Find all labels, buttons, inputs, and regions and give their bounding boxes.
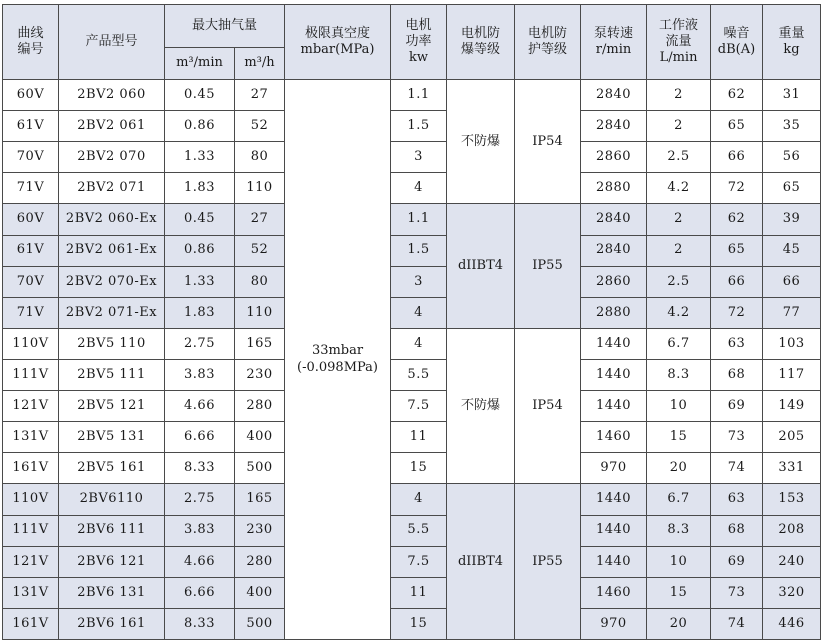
cell-weight: 153 (763, 484, 821, 515)
header-curve-no: 曲线 编号 (3, 5, 59, 80)
cell-flow-h: 400 (235, 422, 285, 453)
cell-curve-no: 161V (3, 608, 59, 639)
cell-model: 2BV5 131 (59, 422, 165, 453)
cell-flow-h: 80 (235, 266, 285, 297)
table-row (3, 235, 821, 266)
cell-flow-min: 3.83 (165, 515, 235, 546)
cell-liquid-flow: 20 (647, 608, 711, 639)
header-power: 电机 功率 kw (391, 5, 447, 80)
cell-flow-h: 27 (235, 204, 285, 235)
table-row (3, 422, 821, 453)
cell-curve-no: 110V (3, 328, 59, 359)
cell-liquid-flow: 6.7 (647, 484, 711, 515)
table-header (3, 5, 821, 80)
cell-power: 5.5 (391, 515, 447, 546)
cell-flow-min: 6.66 (165, 577, 235, 608)
cell-curve-no: 161V (3, 453, 59, 484)
cell-model: 2BV2 060-Ex (59, 204, 165, 235)
cell-flow-min: 4.66 (165, 391, 235, 422)
cell-speed: 2880 (581, 173, 647, 204)
cell-liquid-flow: 15 (647, 422, 711, 453)
cell-noise: 74 (711, 608, 763, 639)
cell-liquid-flow: 2.5 (647, 266, 711, 297)
cell-curve-no: 131V (3, 577, 59, 608)
cell-speed: 970 (581, 453, 647, 484)
table-row (3, 546, 821, 577)
cell-speed: 2860 (581, 266, 647, 297)
cell-weight: 117 (763, 359, 821, 390)
cell-flow-h: 52 (235, 111, 285, 142)
cell-flow-min: 6.66 (165, 422, 235, 453)
cell-weight: 66 (763, 266, 821, 297)
cell-liquid-flow: 4.2 (647, 297, 711, 328)
cell-flow-h: 230 (235, 359, 285, 390)
table-row (3, 266, 821, 297)
cell-model: 2BV6 131 (59, 577, 165, 608)
cell-model: 2BV5 161 (59, 453, 165, 484)
table-row (3, 297, 821, 328)
cell-weight: 35 (763, 111, 821, 142)
cell-flow-h: 27 (235, 80, 285, 111)
cell-speed: 2840 (581, 204, 647, 235)
cell-noise: 65 (711, 111, 763, 142)
cell-weight: 103 (763, 328, 821, 359)
cell-curve-no: 60V (3, 80, 59, 111)
cell-noise: 68 (711, 359, 763, 390)
cell-protection-grade: IP55 (515, 484, 581, 640)
cell-noise: 62 (711, 80, 763, 111)
header-model: 产品型号 (59, 5, 165, 80)
cell-curve-no: 70V (3, 142, 59, 173)
cell-protection-grade: IP55 (515, 204, 581, 328)
cell-noise: 72 (711, 297, 763, 328)
cell-flow-min: 1.83 (165, 173, 235, 204)
header-vacuum: 极限真空度 mbar(MPa) (285, 5, 391, 80)
cell-speed: 2840 (581, 111, 647, 142)
cell-model: 2BV6 111 (59, 515, 165, 546)
cell-flow-min: 0.86 (165, 111, 235, 142)
cell-curve-no: 111V (3, 515, 59, 546)
cell-weight: 320 (763, 577, 821, 608)
cell-weight: 39 (763, 204, 821, 235)
cell-weight: 208 (763, 515, 821, 546)
cell-vacuum: 33mbar (-0.098MPa) (285, 80, 391, 640)
cell-model: 2BV2 060 (59, 80, 165, 111)
cell-power: 7.5 (391, 391, 447, 422)
table-row (3, 204, 821, 235)
cell-liquid-flow: 15 (647, 577, 711, 608)
table-row (3, 328, 821, 359)
cell-power: 15 (391, 453, 447, 484)
cell-flow-min: 8.33 (165, 453, 235, 484)
cell-power: 4 (391, 328, 447, 359)
cell-curve-no: 61V (3, 235, 59, 266)
cell-curve-no: 110V (3, 484, 59, 515)
cell-liquid-flow: 2 (647, 235, 711, 266)
cell-power: 4 (391, 297, 447, 328)
cell-flow-min: 0.86 (165, 235, 235, 266)
cell-model: 2BV2 061 (59, 111, 165, 142)
cell-flow-min: 2.75 (165, 328, 235, 359)
header-flow-unit-min: m³/min (165, 48, 235, 80)
cell-curve-no: 60V (3, 204, 59, 235)
cell-liquid-flow: 2.5 (647, 142, 711, 173)
cell-explosion-grade: dIIBT4 (447, 204, 515, 328)
cell-weight: 205 (763, 422, 821, 453)
cell-speed: 970 (581, 608, 647, 639)
cell-power: 1.5 (391, 235, 447, 266)
cell-power: 3 (391, 142, 447, 173)
cell-flow-h: 280 (235, 391, 285, 422)
header-explosion: 电机防 爆等级 (447, 5, 515, 80)
cell-flow-h: 500 (235, 608, 285, 639)
cell-speed: 1440 (581, 359, 647, 390)
cell-flow-h: 110 (235, 173, 285, 204)
cell-curve-no: 131V (3, 422, 59, 453)
cell-flow-h: 80 (235, 142, 285, 173)
cell-power: 11 (391, 577, 447, 608)
cell-flow-min: 8.33 (165, 608, 235, 639)
cell-speed: 1460 (581, 577, 647, 608)
cell-speed: 2840 (581, 80, 647, 111)
cell-noise: 63 (711, 484, 763, 515)
table-row (3, 111, 821, 142)
cell-liquid-flow: 10 (647, 391, 711, 422)
cell-flow-h: 280 (235, 546, 285, 577)
header-weight: 重量 kg (763, 5, 821, 80)
cell-noise: 69 (711, 391, 763, 422)
cell-curve-no: 61V (3, 111, 59, 142)
cell-flow-min: 0.45 (165, 204, 235, 235)
table-row (3, 577, 821, 608)
cell-weight: 65 (763, 173, 821, 204)
cell-power: 3 (391, 266, 447, 297)
cell-liquid-flow: 2 (647, 80, 711, 111)
cell-speed: 1440 (581, 484, 647, 515)
cell-speed: 2860 (581, 142, 647, 173)
cell-liquid-flow: 2 (647, 204, 711, 235)
cell-weight: 331 (763, 453, 821, 484)
table-row (3, 391, 821, 422)
cell-flow-min: 4.66 (165, 546, 235, 577)
cell-flow-h: 110 (235, 297, 285, 328)
cell-power: 7.5 (391, 546, 447, 577)
cell-flow-h: 165 (235, 484, 285, 515)
header-liquid-flow: 工作液 流量 L/min (647, 5, 711, 80)
table-row (3, 173, 821, 204)
cell-flow-h: 500 (235, 453, 285, 484)
cell-model: 2BV2 071 (59, 173, 165, 204)
cell-liquid-flow: 8.3 (647, 359, 711, 390)
cell-model: 2BV2 070-Ex (59, 266, 165, 297)
table-row (3, 608, 821, 639)
table-row (3, 359, 821, 390)
cell-model: 2BV2 061-Ex (59, 235, 165, 266)
cell-noise: 72 (711, 173, 763, 204)
cell-speed: 1440 (581, 328, 647, 359)
cell-power: 1.1 (391, 80, 447, 111)
cell-noise: 73 (711, 422, 763, 453)
cell-power: 4 (391, 484, 447, 515)
cell-curve-no: 111V (3, 359, 59, 390)
cell-curve-no: 70V (3, 266, 59, 297)
cell-speed: 1440 (581, 546, 647, 577)
cell-noise: 63 (711, 328, 763, 359)
cell-noise: 66 (711, 266, 763, 297)
table-body (3, 80, 821, 640)
cell-curve-no: 121V (3, 546, 59, 577)
cell-noise: 68 (711, 515, 763, 546)
cell-noise: 62 (711, 204, 763, 235)
cell-noise: 69 (711, 546, 763, 577)
cell-power: 5.5 (391, 359, 447, 390)
cell-model: 2BV6 161 (59, 608, 165, 639)
cell-noise: 73 (711, 577, 763, 608)
cell-model: 2BV6110 (59, 484, 165, 515)
spec-table (2, 4, 821, 640)
cell-explosion-grade: dIIBT4 (447, 484, 515, 640)
cell-flow-h: 400 (235, 577, 285, 608)
cell-curve-no: 71V (3, 297, 59, 328)
cell-noise: 65 (711, 235, 763, 266)
cell-model: 2BV5 121 (59, 391, 165, 422)
cell-flow-min: 1.33 (165, 142, 235, 173)
header-max-flow: 最大抽气量 (165, 5, 285, 48)
cell-model: 2BV2 070 (59, 142, 165, 173)
header-speed: 泵转速 r/min (581, 5, 647, 80)
header-noise: 噪音 dB(A) (711, 5, 763, 80)
cell-power: 4 (391, 173, 447, 204)
table-row (3, 515, 821, 546)
cell-flow-h: 165 (235, 328, 285, 359)
table-row (3, 453, 821, 484)
cell-power: 11 (391, 422, 447, 453)
cell-liquid-flow: 4.2 (647, 173, 711, 204)
cell-flow-min: 1.33 (165, 266, 235, 297)
cell-weight: 149 (763, 391, 821, 422)
table-row (3, 484, 821, 515)
cell-flow-min: 3.83 (165, 359, 235, 390)
cell-speed: 1460 (581, 422, 647, 453)
cell-weight: 77 (763, 297, 821, 328)
cell-weight: 240 (763, 546, 821, 577)
table-row (3, 80, 821, 111)
cell-flow-min: 0.45 (165, 80, 235, 111)
cell-flow-h: 230 (235, 515, 285, 546)
cell-weight: 56 (763, 142, 821, 173)
cell-speed: 2880 (581, 297, 647, 328)
cell-weight: 45 (763, 235, 821, 266)
cell-explosion-grade: 不防爆 (447, 328, 515, 484)
cell-speed: 1440 (581, 391, 647, 422)
cell-liquid-flow: 10 (647, 546, 711, 577)
cell-curve-no: 71V (3, 173, 59, 204)
cell-liquid-flow: 20 (647, 453, 711, 484)
header-flow-unit-h: m³/h (235, 48, 285, 80)
table-row (3, 142, 821, 173)
cell-model: 2BV5 111 (59, 359, 165, 390)
cell-liquid-flow: 2 (647, 111, 711, 142)
cell-speed: 2840 (581, 235, 647, 266)
cell-curve-no: 121V (3, 391, 59, 422)
cell-noise: 74 (711, 453, 763, 484)
cell-flow-h: 52 (235, 235, 285, 266)
cell-speed: 1440 (581, 515, 647, 546)
cell-protection-grade: IP54 (515, 80, 581, 204)
cell-model: 2BV6 121 (59, 546, 165, 577)
cell-protection-grade: IP54 (515, 328, 581, 484)
header-protection: 电机防 护等级 (515, 5, 581, 80)
cell-liquid-flow: 8.3 (647, 515, 711, 546)
cell-explosion-grade: 不防爆 (447, 80, 515, 204)
cell-weight: 446 (763, 608, 821, 639)
cell-flow-min: 2.75 (165, 484, 235, 515)
cell-power: 1.5 (391, 111, 447, 142)
cell-noise: 66 (711, 142, 763, 173)
cell-model: 2BV5 110 (59, 328, 165, 359)
cell-flow-min: 1.83 (165, 297, 235, 328)
cell-power: 1.1 (391, 204, 447, 235)
cell-power: 15 (391, 608, 447, 639)
cell-model: 2BV2 071-Ex (59, 297, 165, 328)
cell-weight: 31 (763, 80, 821, 111)
cell-liquid-flow: 6.7 (647, 328, 711, 359)
